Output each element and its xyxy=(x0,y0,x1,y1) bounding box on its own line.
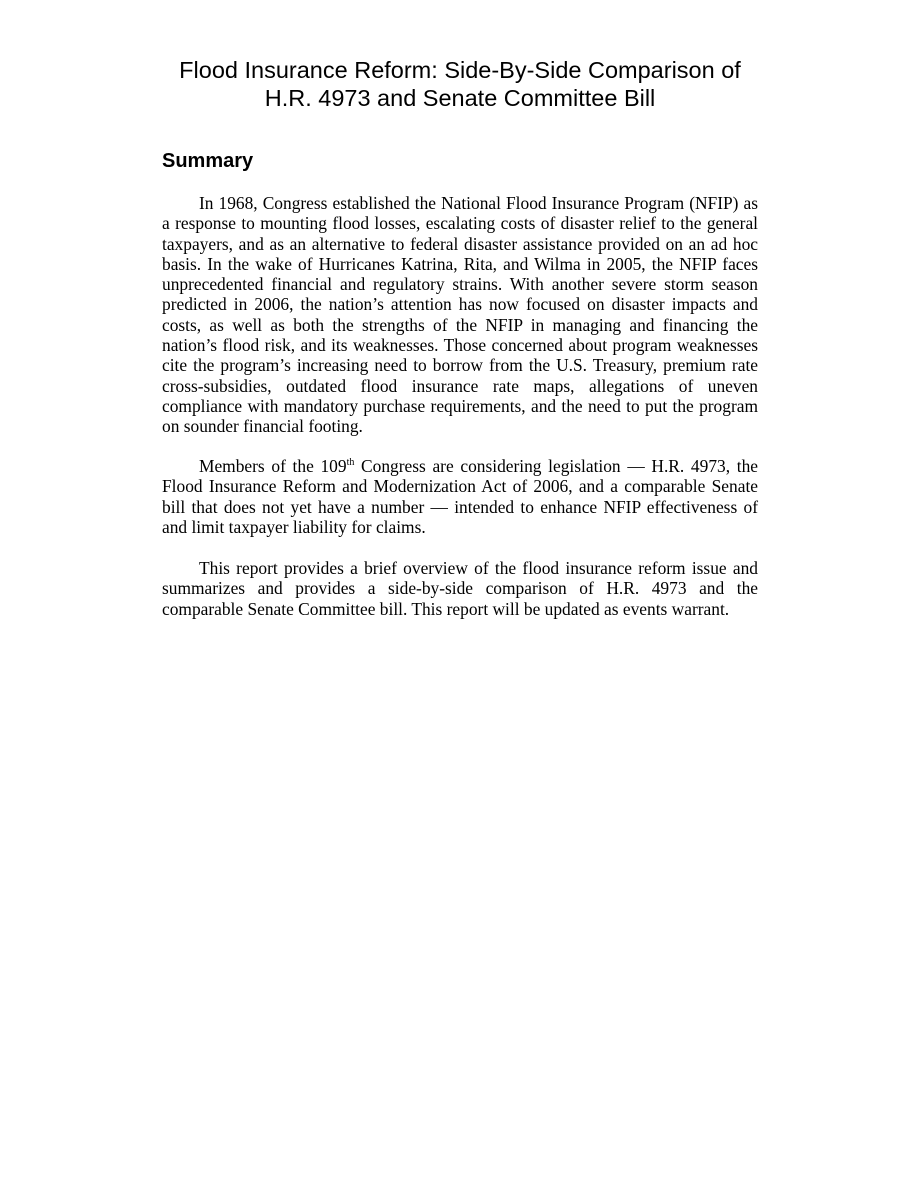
summary-paragraph-2 xyxy=(162,456,758,537)
paragraph-2-text-start: Members of the 109 xyxy=(199,456,347,476)
summary-paragraph-1: In 1968, Congress established the National Flood Insurance Program (NFIP) as a response to mounting flood losses, escalating costs of disaster relief to the general taxpayers, and as an alternative to federal disaster assistance provided on an ad hoc basis. In the wake of Hurricanes Katrina, Rita, and Wilma in 2005, the NFIP faces unprecedented financial and regulatory strains. With another severe storm season predicted in 2006, the nation’s attention has now focused on disaster impacts and costs, as well as both the strengths of the NFIP in managing and financing the nation’s flood risk, and its weaknesses. Those concerned about program weaknesses cite the program’s increasing need to borrow from the U.S. Treasury, premium rate cross-subsidies, outdated flood insurance rate maps, allegations of uneven compliance with mandatory purchase requirements, and the need to put the program on sounder financial footing. xyxy=(162,193,758,437)
title-line-1: Flood Insurance Reform: Side-By-Side Comparison of xyxy=(179,57,741,83)
document-title xyxy=(150,56,770,112)
section-heading-summary: Summary xyxy=(162,150,254,172)
paragraph-2-text-end: Congress are considering legislation — H.R. 4973, the Flood Insurance Reform and Modernization Act of 2006, and a comparable Senate bill that does not yet have a number — intended to enhance NFIP effectiveness of and limit taxpayer liability for claims. xyxy=(162,456,758,537)
summary-paragraph-3: This report provides a brief overview of the flood insurance reform issue and summarizes and provides a side-by-side comparison of H.R. 4973 and the comparable Senate Committee bill. This report will be updated as events warrant. xyxy=(162,558,758,619)
title-line-2: H.R. 4973 and Senate Committee Bill xyxy=(264,85,656,111)
ordinal-superscript: th xyxy=(346,457,355,469)
